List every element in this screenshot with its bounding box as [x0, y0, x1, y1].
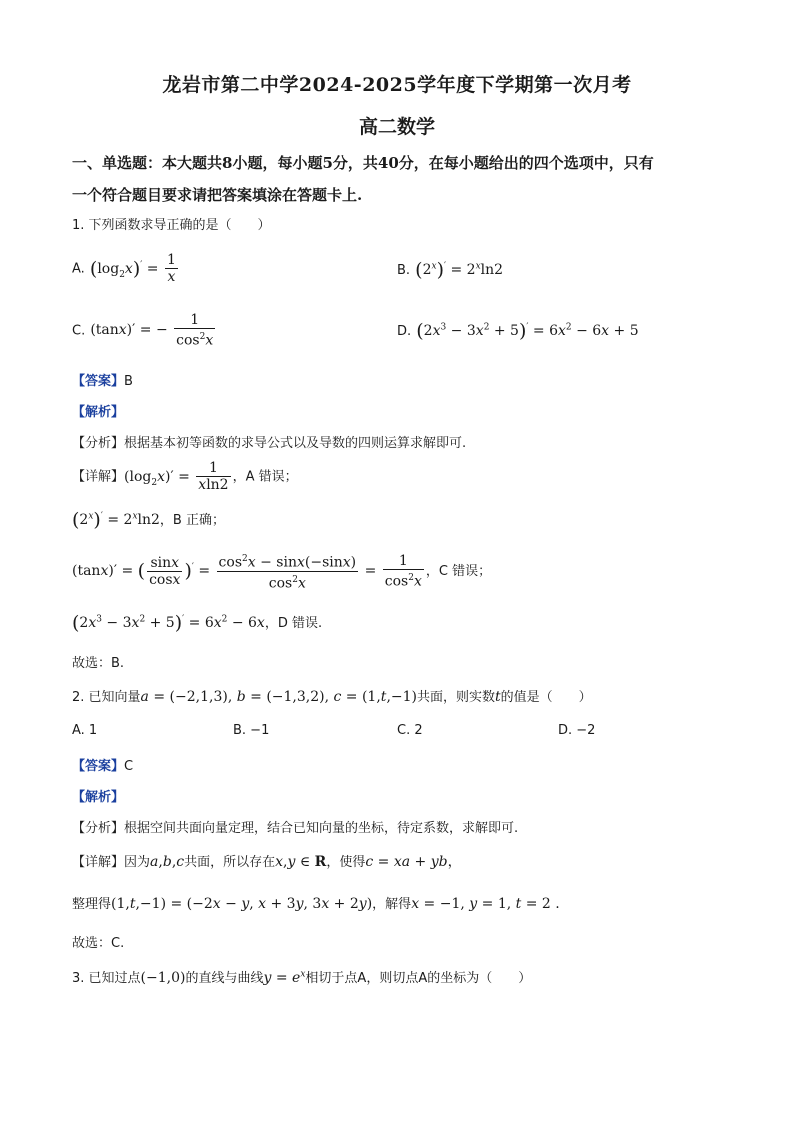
q2-answer: [72, 755, 133, 774]
q1-detail-a-formula: $(\log_2x)'$ = $\frac{1}{xln2}$: [124, 460, 229, 493]
q1-option-c-label: C.: [72, 323, 86, 339]
q1-detail-d-formula: $(2x^3 - 3x^2 + 5)' = 6x^2 - 6x$: [72, 612, 265, 634]
q1-stem: 1. 下列函数求导正确的是（ ）: [72, 218, 271, 233]
q1-detail-b-formula: $(2^x)' = 2^x\ln 2$: [72, 509, 160, 531]
q1-fenxi-tag: 【分析】: [72, 436, 125, 451]
q2-xy-in-r: x,y ∈ R: [275, 854, 327, 870]
q2-fenxi-tag: 【分析】: [72, 821, 125, 836]
q2-detail-1c: ，使得: [326, 855, 366, 870]
q3-stem: [72, 967, 531, 986]
section-heading-line1: 一、单选题：本大题共8小题，每小题5分，共40分，在每小题给出的四个选项中，只有: [72, 154, 654, 172]
q1-option-b: [397, 259, 503, 281]
q1-option-c-formula: (tanx)′ = − $\frac{1}{\cos^2x}$: [90, 312, 214, 349]
q1-detail-a-suffix: ，A 错误；: [232, 469, 298, 485]
q2-detail-line2: [72, 893, 560, 912]
q2-vec-abc: a,b,c: [150, 854, 185, 870]
q2-stem: [72, 686, 592, 705]
q2-answer-tag: 【答案】: [72, 759, 125, 774]
q1-answer: [72, 370, 133, 389]
q1-option-b-formula: $(2^x)' = 2^x\ln 2$: [415, 259, 504, 281]
q3-stem-c: 相切于点A，则切点A的坐标为（ ）: [305, 971, 532, 986]
q3-point: (−1,0): [140, 970, 186, 986]
q2-fenxi: [72, 817, 518, 836]
q1-detail-c-suffix: ，C 错误；: [425, 564, 492, 580]
q2-conclusion: 故选：C.: [72, 936, 125, 951]
q1-detail-b: [72, 509, 225, 531]
q1-detail-d: [72, 612, 322, 634]
section-heading-line2: 一个符合题目要求请把答案填涂在答题卡上.: [72, 186, 363, 204]
q2-fenxi-text: 根据空间共面向量定理，结合已知向量的坐标，待定系数，求解即可.: [124, 821, 519, 836]
q2-detail-1b: 共面，所以存在: [184, 855, 276, 870]
q1-detail-a: [72, 460, 298, 493]
q2-option-b: B. −1: [233, 723, 270, 738]
q1-option-d-formula: $(2x^3 - 3x^2 + 5)' = 6x^2 - 6x + 5$: [416, 320, 639, 342]
q1-answer-value: B: [124, 374, 133, 389]
q2-detail-line1: [72, 851, 462, 871]
q2-stem-suffix: 共面，则实数: [417, 690, 496, 705]
q2-stem-prefix: 2. 已知向量: [72, 690, 141, 705]
q1-option-d: [397, 320, 639, 342]
q2-option-a: A. 1: [72, 723, 98, 738]
q3-curve: $y = e^x$: [263, 969, 306, 986]
q2-analysis-tag: 【解析】: [72, 790, 125, 805]
q1-option-d-label: D.: [397, 324, 412, 339]
q2-combination: c = xa + yb，: [365, 854, 462, 870]
q1-option-a-formula: $(\log_2x)'$ = $\frac{1}{x}$: [89, 252, 176, 285]
q1-detail-tag: 【详解】: [72, 469, 125, 485]
q2-stem-end: 的值是（ ）: [500, 690, 592, 705]
q2-solution: x = −1, y = 1, t = 2 .: [411, 896, 560, 912]
q3-stem-b: 的直线与曲线: [185, 971, 264, 986]
q2-detail-2b: ，解得: [372, 897, 412, 912]
q3-stem-a: 3. 已知过点: [72, 971, 141, 986]
q1-conclusion: 故选：B.: [72, 656, 125, 671]
q1-answer-tag: 【答案】: [72, 374, 125, 389]
q2-variable-t: t: [495, 689, 501, 705]
q2-answer-value: C: [124, 759, 134, 774]
q1-analysis-tag: 【解析】: [72, 405, 125, 420]
q1-detail-b-suffix: ，B 正确；: [159, 513, 225, 528]
q2-detail-1a: 因为: [124, 855, 151, 870]
q1-option-b-label: B.: [397, 263, 411, 278]
q2-detail-2a: 整理得: [72, 897, 112, 912]
q1-fenxi-text: 根据基本初等函数的求导公式以及导数的四则运算求解即可.: [124, 436, 467, 451]
q2-option-d: D. −2: [558, 723, 596, 738]
q2-vectors: a = (−2,1,3), b = (−1,3,2), c = (1,t,−1): [140, 689, 417, 705]
q2-detail-tag: 【详解】: [72, 855, 125, 870]
exam-title: 龙岩市第二中学2024-2025学年度下学期第一次月考: [162, 74, 632, 96]
q1-option-a-label: A.: [72, 261, 85, 277]
q1-option-c: [72, 312, 217, 349]
q1-detail-c-formula: (tanx)′ = ( $\frac{\sin x}{\cos x}$ )′ = $\frac{\cos^2x - \sin x(-\sin x)}{\cos^2x}$ = $\frac{1}{\cos^2x}$: [72, 552, 422, 592]
q1-option-a: [72, 252, 180, 285]
q1-fenxi: [72, 432, 466, 451]
q1-detail-c: [72, 551, 491, 591]
exam-subtitle: 高二数学: [358, 116, 435, 138]
q2-equation: (1,t,−1) = (−2x − y, x + 3y, 3x + 2y): [111, 896, 373, 912]
q1-detail-d-suffix: ，D 错误.: [264, 616, 323, 631]
q2-option-c: C. 2: [397, 723, 423, 738]
